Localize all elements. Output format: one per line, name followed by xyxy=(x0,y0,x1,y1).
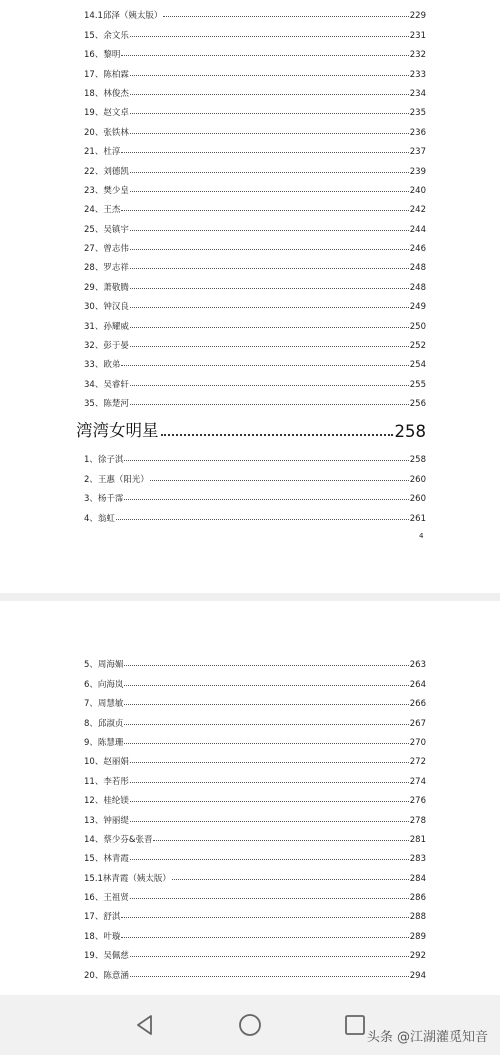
toc-entry-page: 272 xyxy=(409,757,426,768)
dot-leader xyxy=(130,113,409,114)
toc-entry-label: 22、刘德凯 xyxy=(84,166,129,177)
dot-leader xyxy=(130,36,409,37)
toc-entry-page: 244 xyxy=(409,224,426,235)
toc-entry[interactable] xyxy=(84,215,426,234)
toc-entry-page: 249 xyxy=(409,302,426,313)
dot-leader xyxy=(121,210,408,211)
toc-entry-page: 266 xyxy=(409,699,426,710)
toc-entry-label: 25、吴镇宇 xyxy=(84,224,129,235)
toc-entry-page: 261 xyxy=(409,513,426,524)
dot-leader xyxy=(130,801,409,802)
toc-entry-label: 2、王惠（阳光） xyxy=(84,474,149,485)
android-nav-bar xyxy=(0,995,500,1055)
toc-entry-page: 260 xyxy=(409,494,426,505)
toc-entry[interactable] xyxy=(84,21,426,40)
dot-leader xyxy=(130,898,409,899)
toc-entry[interactable] xyxy=(84,254,426,273)
toc-entry-label: 34、吴睿轩 xyxy=(84,379,129,390)
toc-entry-page: 250 xyxy=(409,321,426,332)
dot-leader xyxy=(124,460,408,461)
dot-leader xyxy=(124,665,408,666)
dot-leader xyxy=(163,16,408,17)
dot-leader xyxy=(153,840,408,841)
toc-entry-label: 12、桂纶镁 xyxy=(84,796,129,807)
toc-entry-label: 27、曾志伟 xyxy=(84,244,129,255)
toc-entry[interactable] xyxy=(84,273,426,292)
toc-entry-page: 274 xyxy=(409,776,426,787)
toc-entry-label: 6、向海岚 xyxy=(84,679,124,690)
toc-entry-page: 263 xyxy=(409,660,426,671)
toc-page-bottom xyxy=(0,601,500,995)
recent-apps-icon[interactable] xyxy=(343,1013,367,1037)
toc-entry[interactable] xyxy=(84,651,426,670)
toc-entry[interactable] xyxy=(84,235,426,254)
toc-entry[interactable] xyxy=(84,370,426,389)
toc-entry[interactable] xyxy=(84,864,426,883)
toc-entry[interactable] xyxy=(84,806,426,825)
dot-leader xyxy=(130,762,409,763)
toc-entry[interactable] xyxy=(84,922,426,941)
toc-entry-label: 7、周慧敏 xyxy=(84,699,124,710)
toc-entry-label: 33、欧弟 xyxy=(84,360,121,371)
toc-entry-label: 11、李若彤 xyxy=(84,776,129,787)
toc-entry[interactable] xyxy=(84,903,426,922)
toc-entry-page: 276 xyxy=(409,796,426,807)
toc-entry-page: 264 xyxy=(409,679,426,690)
toc-entry-label: 5、周海媚 xyxy=(84,660,124,671)
dot-leader xyxy=(130,288,409,289)
dot-leader xyxy=(130,133,409,134)
dot-leader xyxy=(121,937,408,938)
toc-entry-page: 270 xyxy=(409,737,426,748)
dot-leader xyxy=(121,152,408,153)
section-title: 湾湾女明星 xyxy=(76,421,159,440)
dot-leader xyxy=(130,94,409,95)
toc-entry-label: 14.1邱泽（姨太版） xyxy=(84,11,163,22)
toc-entry[interactable] xyxy=(84,748,426,767)
toc-entry-label: 13、钟丽缇 xyxy=(84,815,129,826)
dot-leader xyxy=(124,704,408,705)
toc-entry[interactable] xyxy=(84,709,426,728)
dot-leader xyxy=(130,327,409,328)
toc-entry-label: 29、萧敬腾 xyxy=(84,282,129,293)
dot-leader xyxy=(124,499,408,500)
toc-entry[interactable] xyxy=(84,60,426,79)
toc-entry-page: 258 xyxy=(409,455,426,466)
toc-entry-page: 242 xyxy=(409,205,426,216)
toc-entry-label: 35、陈楚河 xyxy=(84,399,129,410)
toc-entry-page: 235 xyxy=(409,108,426,119)
toc-entry-page: 229 xyxy=(409,11,426,22)
toc-entry-page: 248 xyxy=(409,282,426,293)
dot-leader xyxy=(130,404,409,405)
toc-entry[interactable] xyxy=(84,157,426,176)
dot-leader xyxy=(124,743,408,744)
toc-entry-label: 4、翁虹 xyxy=(84,513,115,524)
home-icon[interactable] xyxy=(238,1013,262,1037)
toc-entry-page: 234 xyxy=(409,88,426,99)
toc-entry-page: 236 xyxy=(409,127,426,138)
dot-leader xyxy=(161,434,393,436)
toc-entry[interactable] xyxy=(84,177,426,196)
toc-list-section xyxy=(84,446,426,524)
toc-entry-label: 30、钟汉良 xyxy=(84,302,129,313)
toc-entry-label: 1、徐子淇 xyxy=(84,455,124,466)
page-gap xyxy=(0,593,500,601)
dot-leader xyxy=(130,782,409,783)
toc-entry-label: 9、陈慧珊 xyxy=(84,737,124,748)
toc-entry[interactable] xyxy=(84,293,426,312)
dot-leader xyxy=(130,385,409,386)
toc-entry-label: 15、余文乐 xyxy=(84,30,129,41)
toc-section-heading[interactable] xyxy=(76,417,426,441)
toc-entry-page: 288 xyxy=(409,912,426,923)
toc-entry-label: 15.1林青霞（姨太版） xyxy=(84,873,171,884)
toc-entry-page: 284 xyxy=(409,873,426,884)
toc-entry[interactable] xyxy=(84,485,426,504)
dot-leader xyxy=(150,480,409,481)
toc-entry-page: 254 xyxy=(409,360,426,371)
toc-entry-page: 292 xyxy=(409,951,426,962)
toc-entry-label: 21、杜淳 xyxy=(84,147,121,158)
toc-entry-page: 232 xyxy=(409,50,426,61)
toc-entry[interactable] xyxy=(84,390,426,409)
toc-entry[interactable] xyxy=(84,99,426,118)
toc-entry-page: 248 xyxy=(409,263,426,274)
toc-entry-page: 233 xyxy=(409,69,426,80)
toc-entry-page: 267 xyxy=(409,718,426,729)
toc-entry[interactable] xyxy=(84,2,426,21)
toc-entry-page: 240 xyxy=(409,185,426,196)
dot-leader xyxy=(124,685,408,686)
toc-entry-label: 18、叶璇 xyxy=(84,931,121,942)
dot-leader xyxy=(121,55,408,56)
toc-entry-page: 237 xyxy=(409,147,426,158)
toc-entry-page: 289 xyxy=(409,931,426,942)
toc-entry-page: 246 xyxy=(409,244,426,255)
toc-entry[interactable] xyxy=(84,351,426,370)
toc-entry[interactable] xyxy=(84,690,426,709)
toc-entry-label: 15、林青霞 xyxy=(84,854,129,865)
toc-entry-page: 278 xyxy=(409,815,426,826)
toc-entry[interactable] xyxy=(84,504,426,523)
toc-entry[interactable] xyxy=(84,729,426,748)
toc-entry[interactable] xyxy=(84,80,426,99)
toc-entry-label: 14、蔡少芬&张晋 xyxy=(84,834,153,845)
toc-entry-page: 252 xyxy=(409,341,426,352)
toc-entry[interactable] xyxy=(84,884,426,903)
dot-leader xyxy=(130,172,409,173)
toc-entry-page: 239 xyxy=(409,166,426,177)
page-number: 4 xyxy=(419,532,424,540)
toc-entry[interactable] xyxy=(84,942,426,961)
dot-leader xyxy=(130,821,409,822)
toc-entry-label: 19、赵文卓 xyxy=(84,108,129,119)
toc-entry-label: 20、陈意涵 xyxy=(84,970,129,981)
toc-entry-label: 17、陈柏霖 xyxy=(84,69,129,80)
toc-entry-label: 32、彭于晏 xyxy=(84,341,129,352)
toc-entry-label: 10、赵丽娟 xyxy=(84,757,129,768)
dot-leader xyxy=(130,346,409,347)
toc-entry-label: 18、林俊杰 xyxy=(84,88,129,99)
toc-entry-label: 28、罗志祥 xyxy=(84,263,129,274)
toc-entry-label: 31、孙耀威 xyxy=(84,321,129,332)
toc-entry[interactable] xyxy=(84,138,426,157)
dot-leader xyxy=(121,917,408,918)
watermark-text: 头条 @江湖灌觅知音 xyxy=(366,1030,488,1045)
toc-entry[interactable] xyxy=(84,41,426,60)
dot-leader xyxy=(130,249,409,250)
toc-list-bottom xyxy=(84,651,426,981)
toc-entry[interactable] xyxy=(84,196,426,215)
toc-entry-page: 256 xyxy=(409,399,426,410)
toc-entry[interactable] xyxy=(84,118,426,137)
toc-entry[interactable] xyxy=(84,446,426,465)
toc-entry-label: 19、吴佩慈 xyxy=(84,951,129,962)
toc-entry-label: 3、杨千霈 xyxy=(84,494,124,505)
toc-entry-label: 8、邱淑贞 xyxy=(84,718,124,729)
toc-entry[interactable] xyxy=(84,787,426,806)
toc-entry-page: 255 xyxy=(409,379,426,390)
toc-entry[interactable] xyxy=(84,767,426,786)
dot-leader xyxy=(130,859,409,860)
toc-list-top xyxy=(84,2,426,409)
toc-entry-label: 16、黎明 xyxy=(84,50,121,61)
toc-entry-page: 260 xyxy=(409,474,426,485)
dot-leader xyxy=(130,956,409,957)
toc-entry[interactable] xyxy=(84,845,426,864)
toc-entry-page: 294 xyxy=(409,970,426,981)
toc-entry[interactable] xyxy=(84,332,426,351)
dot-leader xyxy=(124,724,408,725)
toc-entry-label: 16、王祖贤 xyxy=(84,893,129,904)
dot-leader xyxy=(130,191,409,192)
dot-leader xyxy=(130,307,409,308)
dot-leader xyxy=(130,75,409,76)
toc-entry-page: 281 xyxy=(409,834,426,845)
section-page-number: 258 xyxy=(394,422,426,441)
toc-entry[interactable] xyxy=(84,961,426,980)
toc-entry-label: 20、张铁林 xyxy=(84,127,129,138)
toc-entry-label: 24、王杰 xyxy=(84,205,121,216)
toc-entry-page: 286 xyxy=(409,893,426,904)
dot-leader xyxy=(130,268,409,269)
toc-entry[interactable] xyxy=(84,465,426,484)
toc-entry[interactable] xyxy=(84,312,426,331)
toc-entry[interactable] xyxy=(84,826,426,845)
toc-entry[interactable] xyxy=(84,670,426,689)
toc-entry-label: 23、樊少皇 xyxy=(84,185,129,196)
toc-entry-page: 231 xyxy=(409,30,426,41)
back-icon[interactable] xyxy=(133,1013,157,1037)
toc-entry-label: 17、舒淇 xyxy=(84,912,121,923)
dot-leader xyxy=(130,976,409,977)
dot-leader xyxy=(121,365,408,366)
dot-leader xyxy=(172,879,409,880)
dot-leader xyxy=(130,230,409,231)
toc-entry-page: 283 xyxy=(409,854,426,865)
dot-leader xyxy=(116,519,409,520)
